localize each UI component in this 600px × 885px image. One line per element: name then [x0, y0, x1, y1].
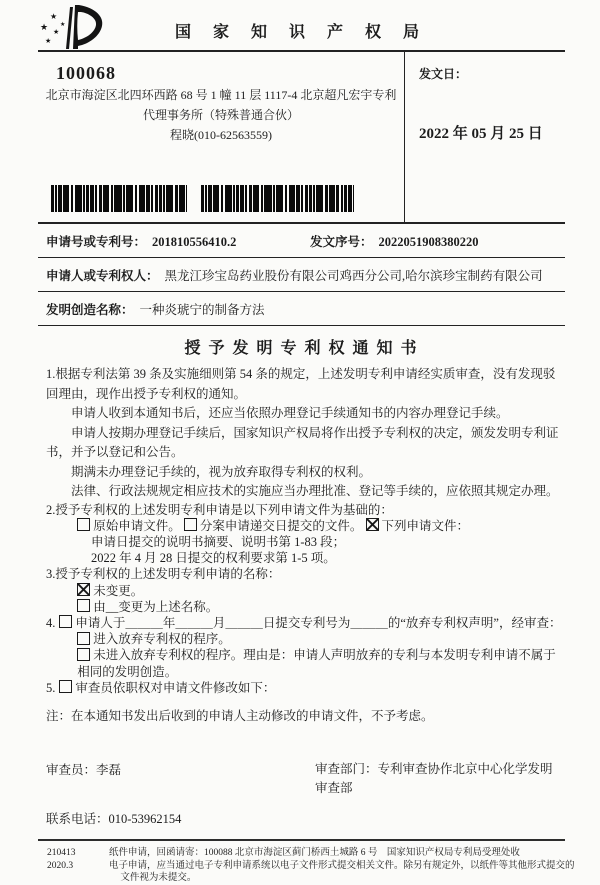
applicant-value: 黑龙江珍宝岛药业股份有限公司鸡西分公司,哈尔滨珍宝制药有限公司 [164, 269, 543, 283]
department-line [315, 760, 565, 798]
section1-paragraph: 期满未办理登记手续的，视为放弃取得专利权的权利。 [71, 464, 372, 479]
department-name: 专利审查协作北京中心化学发明审查部 [315, 762, 553, 796]
checkbox-not-enter-abandon-procedure [77, 648, 90, 661]
dispatch-date-block [404, 52, 565, 222]
form-footer [38, 839, 575, 885]
application-number-value: 201810556410.2 [152, 235, 237, 249]
form-code-block [38, 847, 109, 885]
checkbox-original-files-label: 原始申请文件。 [93, 518, 181, 533]
invention-title-label: 发明创造名称： [46, 303, 134, 317]
section3-checkbox-line [46, 583, 563, 599]
section1-paragraph: 申请人按期办理登记手续后，国家知识产权局将作出授予专利权的决定，颁发发明专利证书，并予以登记和公告。 [46, 425, 559, 459]
application-number-label: 申请号或专利号： [46, 235, 147, 249]
meta-row-applicant [38, 258, 565, 292]
section3-checkbox-line [46, 599, 563, 615]
form-version: 2020.3 [47, 860, 74, 871]
application-number-cell [46, 232, 310, 250]
checkbox-original-files [77, 518, 90, 531]
invention-title-cell [46, 300, 265, 318]
dispatch-date-label: 发文日： [419, 67, 468, 81]
checkbox-examiner-amendment [59, 680, 72, 693]
meta-row-numbers [38, 224, 565, 258]
addressee-address-line2: 代理事务所（特殊普通合伙） [142, 108, 299, 122]
checkbox-name-changed [77, 599, 90, 612]
checkbox-enter-abandon-procedure [77, 632, 90, 645]
star-icon: ★ [60, 22, 66, 28]
serial-number-cell [310, 232, 565, 250]
section2-document-line: 申请日提交的说明书摘要、说明书第 1-83 段； [91, 534, 346, 549]
barcode-1 [51, 185, 187, 212]
serial-number-value: 2022051908380220 [378, 235, 479, 249]
cnipa-logo [38, 3, 112, 56]
star-icon: ★ [45, 37, 52, 45]
star-icon: ★ [40, 22, 49, 32]
section2-document-line: 2022 年 4 月 28 日提交的权利要求第 1-5 项。 [91, 551, 336, 566]
addressee-contact: 程晓(010-62563559) [170, 128, 272, 142]
checkbox-name-unchanged [77, 583, 90, 596]
section2-checkbox-line [46, 518, 563, 534]
section4-number: 4. [46, 615, 56, 630]
office-name: 国 家 知 识 产 权 局 [174, 24, 428, 41]
checkbox-name-unchanged-label: 未变更。 [93, 583, 144, 598]
checkbox-name-changed-label: 由__变更为上述名称。 [93, 599, 219, 614]
section1-paragraph: 法律、行政法规规定相应技术的实施应当办理批准、登记等手续的，应依照其规定办理。 [71, 484, 559, 498]
section4-checkbox-line [46, 647, 563, 679]
barcode-row [51, 185, 404, 212]
checkbox-divisional-files [184, 518, 197, 531]
section2-heading: 2.授予专利权的上述发明专利申请是以下列申请文件为基础的： [46, 502, 393, 517]
footer-notes [109, 847, 575, 885]
footer-note-line: 电子申请，应当通过电子专利申请系统以电子文件形式提交相关文件。除另有规定外，以纸件等其他形式提交的 [109, 860, 575, 871]
footer-note-line: 纸件申请，回函请寄：100088 北京市海淀区蓟门桥西土城路 6 号 国家知识产权局专利局受理处收 [109, 848, 520, 859]
barcode-2 [201, 185, 354, 212]
meta-row-invention [38, 292, 565, 326]
dispatch-date-value: 2022 年 05 月 25 日 [419, 126, 543, 142]
serial-number-label: 发文序号： [310, 235, 373, 249]
checkbox-abandon-declaration [59, 615, 72, 628]
section1-paragraph: 1.根据专利法第 39 条及实施细则第 54 条的规定，上述发明专利申请经实质审查，没有发现驳回理由，现作出授予专利权的通知。 [46, 367, 556, 401]
section3-heading: 3.授予专利权的上述发明专利申请的名称： [46, 567, 281, 582]
examiner-line [46, 760, 315, 798]
invention-title-value: 一种炎琥宁的制备方法 [139, 303, 265, 317]
contact-phone-value: 010-53962154 [108, 812, 182, 827]
cnipa-logo-graphic [38, 3, 112, 51]
examiner-label: 审查员： [46, 763, 97, 778]
section5-number: 5. [46, 680, 56, 695]
document-header [38, 0, 565, 52]
document-meta [38, 224, 565, 326]
section5-heading-line [46, 680, 563, 696]
addressee-address-line1: 北京市海淀区北四环西路 68 号 1 幢 11 层 1117-4 北京超凡宏宇专利 [45, 88, 397, 102]
star-icon: ★ [53, 28, 60, 36]
notice-body [38, 365, 565, 726]
checkbox-enter-abandon-procedure-label: 进入放弃专利权的程序。 [93, 632, 231, 647]
department-label: 审查部门： [315, 762, 378, 777]
checkbox-following-files [366, 518, 379, 531]
checkbox-examiner-amendment-label: 审查员依职权对申请文件修改如下： [75, 680, 276, 695]
contact-phone-line [46, 809, 565, 827]
checkbox-following-files-label: 下列申请文件： [381, 518, 470, 533]
addressee-section [38, 52, 565, 224]
checkbox-not-enter-abandon-procedure-label: 未进入放弃专利权的程序。理由是：申请人声明放弃的专利与本发明专利申请不属于相同的发明创造。 [77, 648, 556, 679]
applicant-label: 申请人或专利权人： [46, 269, 159, 283]
star-icon: ★ [50, 12, 58, 21]
section4-checkbox-line [46, 631, 563, 647]
footer-note-line: 文件视为未提交。 [120, 873, 197, 884]
section1-paragraph: 申请人收到本通知书后，还应当依照办理登记手续通知书的内容办理登记手续。 [71, 406, 509, 420]
checkbox-divisional-files-label: 分案申请递交日提交的文件。 [199, 518, 363, 533]
note-line: 注：在本通知书发出后收到的申请人主动修改的申请文件，不予考虑。 [46, 708, 434, 723]
signoff-section [38, 760, 565, 827]
contact-phone-label: 联系电话： [46, 812, 109, 827]
applicant-cell [46, 266, 543, 284]
addressee-block [38, 52, 404, 222]
section4-heading-line [46, 615, 563, 631]
form-code: 210413 [47, 848, 76, 859]
examiner-name: 李磊 [96, 763, 122, 778]
postal-code: 100068 [56, 63, 116, 83]
checkbox-abandon-declaration-label: 申请人于＿＿＿年＿＿＿月＿＿＿日提交专利号为＿＿＿的“放弃专利权声明”，经审查： [75, 615, 562, 630]
notice-title: 授 予 发 明 专 利 权 通 知 书 [184, 340, 419, 357]
